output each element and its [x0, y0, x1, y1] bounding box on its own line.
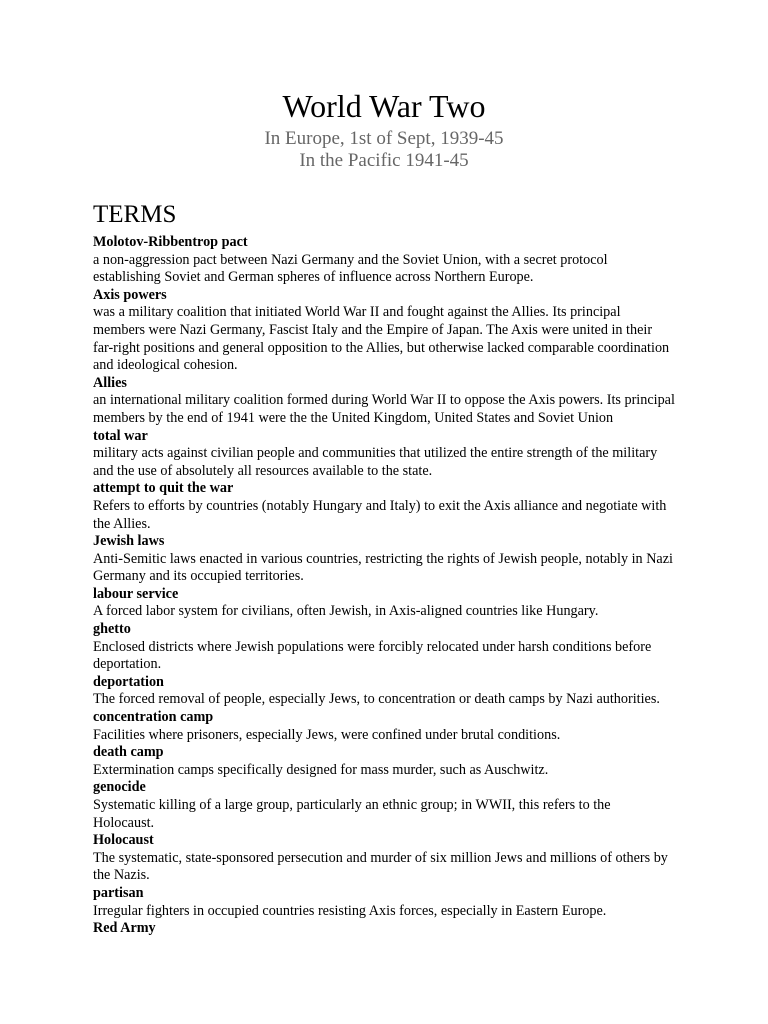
term-heading: death camp — [93, 744, 164, 761]
term-definition: Extermination camps specifically designed for mass murder, such as Auschwitz. — [93, 761, 549, 778]
term-definition: Refers to efforts by countries (notably Hungary and Italy) to exit the Axis alliance and negotiate with the Allies. — [93, 497, 667, 532]
term-definition: Anti-Semitic laws enacted in various countries, restricting the rights of Jewish people, notably in Nazi Germany and its occupied territories. — [93, 550, 673, 585]
term-heading: concentration camp — [93, 709, 214, 726]
term-heading: Jewish laws — [93, 533, 165, 550]
term-heading: Holocaust — [93, 832, 154, 849]
term-heading: total war — [93, 427, 148, 444]
term-definition: A forced labor system for civilians, often Jewish, in Axis-aligned countries like Hungary. — [93, 603, 599, 620]
term-heading: genocide — [93, 779, 146, 796]
term-heading: deportation — [93, 673, 164, 690]
term-heading: labour service — [93, 585, 179, 602]
term-heading: ghetto — [93, 621, 131, 638]
subtitle-europe: In Europe, 1st of Sept, 1939-45 — [264, 128, 504, 149]
term-definition: an international military coalition formed during World War II to oppose the Axis powers. Its principal members by the end of 1941 were the the United Kingdom, United States and Soviet Union — [93, 392, 675, 426]
term-heading: Red Army — [93, 920, 156, 937]
term-heading: partisan — [93, 884, 144, 901]
term-heading: Axis powers — [93, 286, 167, 303]
terms-list — [93, 234, 675, 938]
term-heading: attempt to quit the war — [93, 480, 234, 497]
term-definition: military acts against civilian people and communities that utilized the entire strength of the military and the use of absolutely all resources available to the state. — [93, 445, 658, 479]
term-heading: Allies — [93, 374, 127, 391]
term-definition: Systematic killing of a large group, particularly an ethnic group; in WWII, this refers to the Holocaust. — [93, 797, 611, 831]
document-page — [93, 84, 675, 938]
term-definition: Enclosed districts where Jewish populations were forcibly relocated under harsh conditions before deportation. — [93, 638, 652, 673]
section-heading-terms: TERMS — [93, 201, 177, 228]
term-heading: Molotov-Ribbentrop pact — [93, 234, 248, 250]
page-title: World War Two — [282, 88, 486, 124]
subtitle-pacific: In the Pacific 1941-45 — [299, 150, 469, 171]
term-definition: was a military coalition that initiated World War II and fought against the Allies. Its principal members were Nazi Germany, Fascist Italy and the Empire of Japan. The Axis were united in their far-right positions and general opposition to the Allies, but otherwise lacked comparable coordination and ideological cohesion. — [93, 304, 670, 374]
term-definition: Facilities where prisoners, especially Jews, were confined under brutal conditions. — [93, 726, 561, 743]
term-definition: a non-aggression pact between Nazi Germany and the Soviet Union, with a secret protocol establishing Soviet and German spheres of influence across Northern Europe. — [93, 251, 608, 286]
term-definition: The systematic, state-sponsored persecution and murder of six million Jews and millions of others by the Nazis. — [93, 849, 668, 884]
term-definition: Irregular fighters in occupied countries resisting Axis forces, especially in Eastern Europe. — [93, 902, 607, 919]
term-definition: The forced removal of people, especially Jews, to concentration or death camps by Nazi authorities. — [93, 691, 660, 708]
